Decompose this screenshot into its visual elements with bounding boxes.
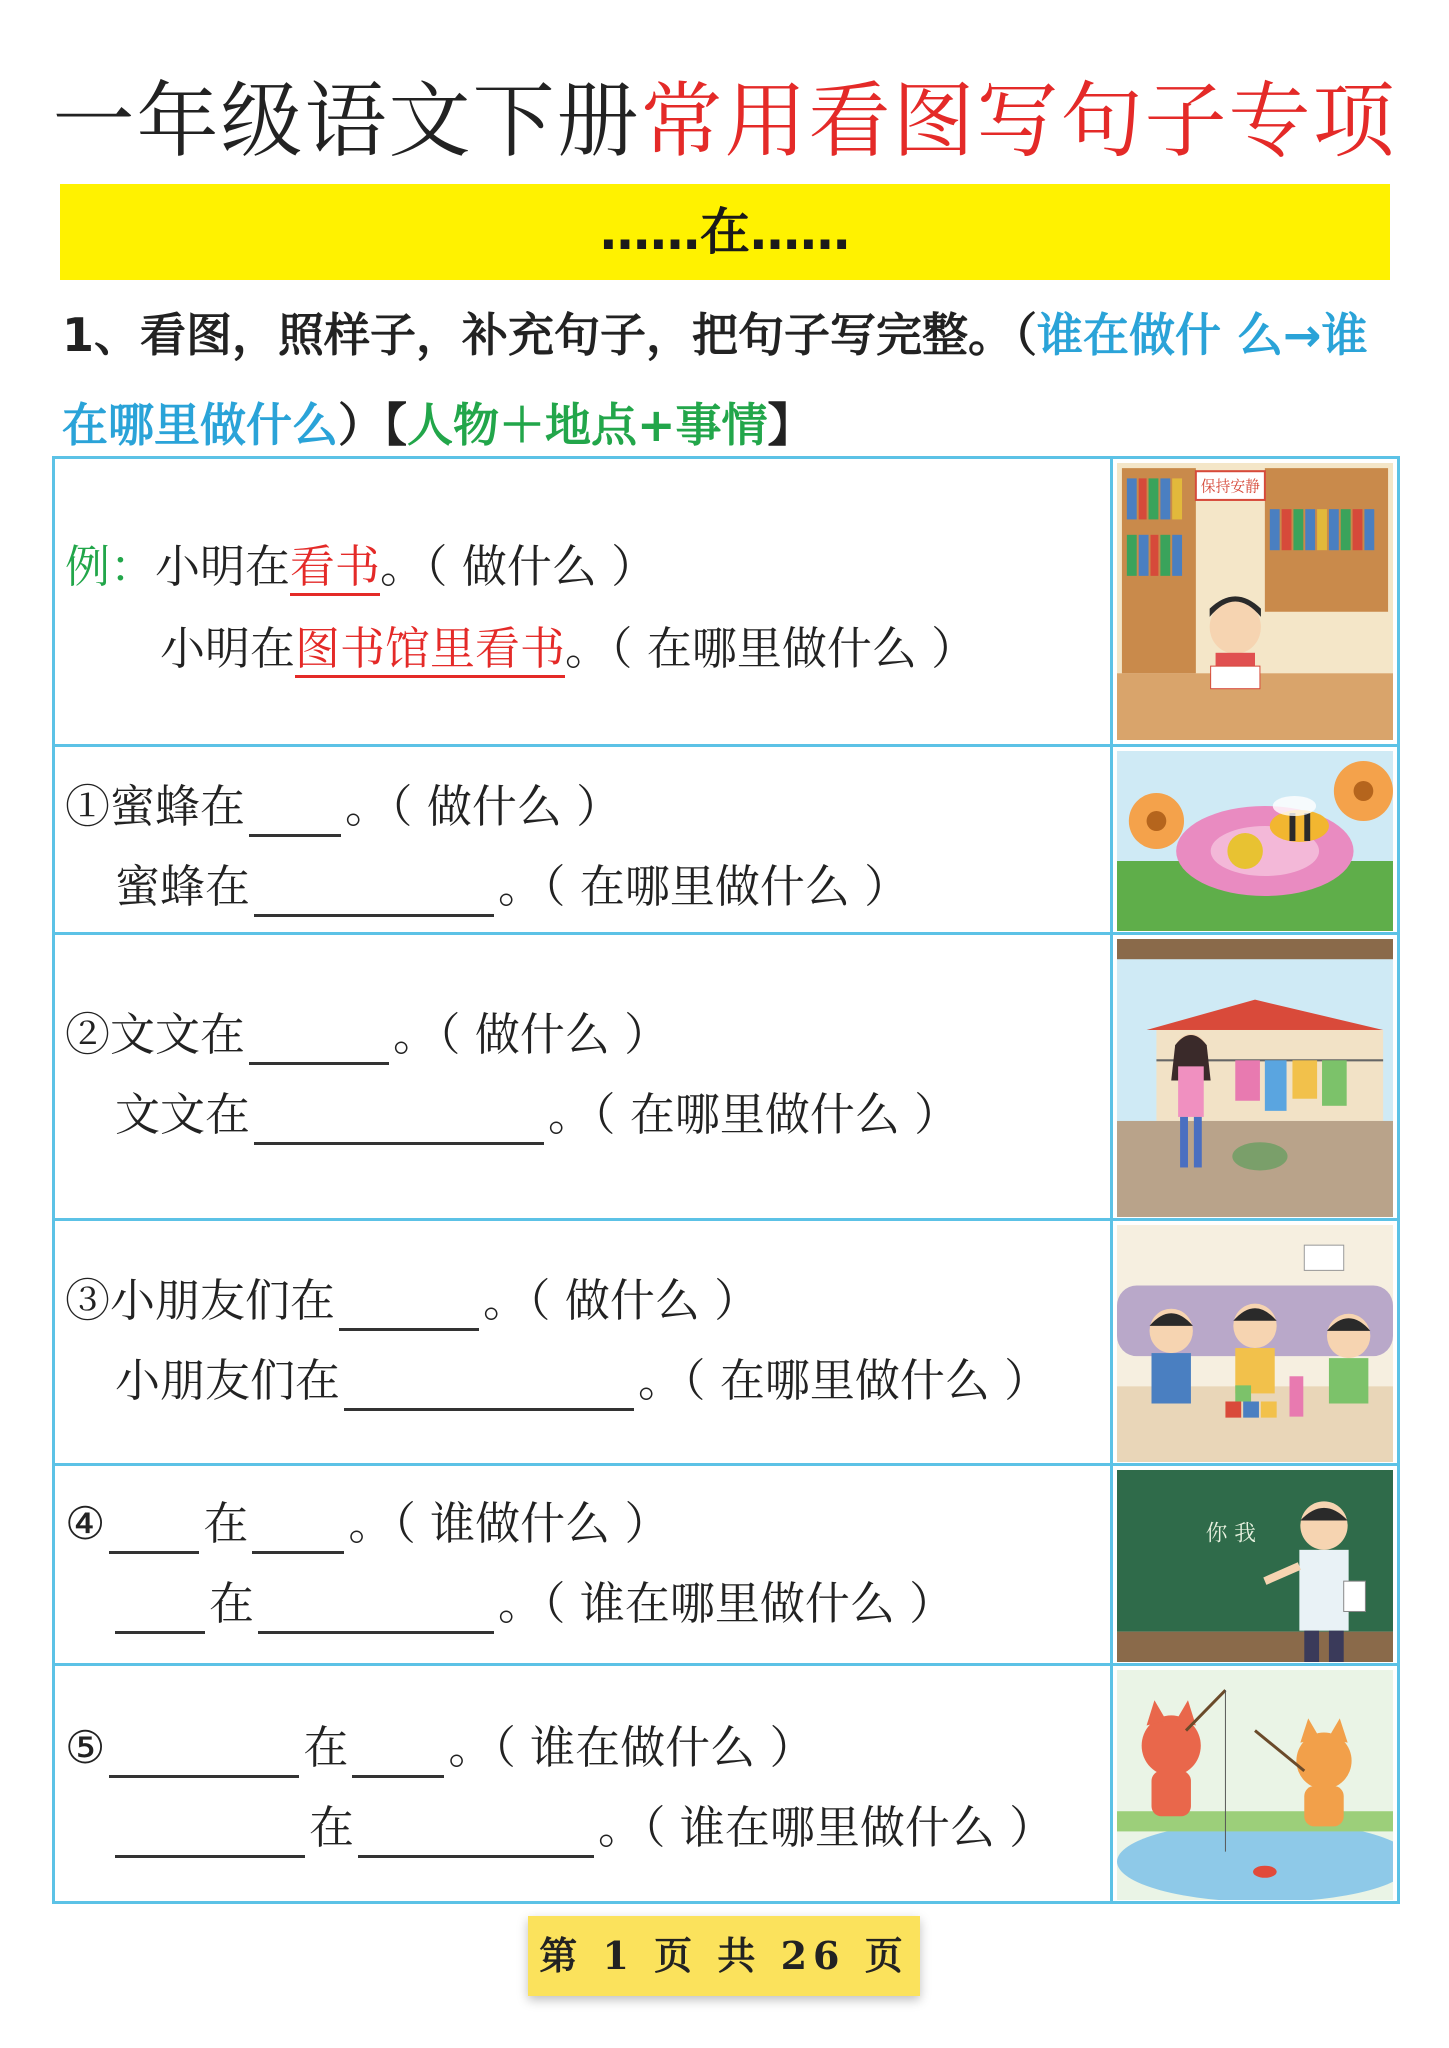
q3-l1-pre: ③小朋友们在 bbox=[65, 1274, 336, 1327]
q2-line-2 bbox=[115, 1085, 959, 1145]
answer-blank[interactable] bbox=[115, 1811, 305, 1858]
question-row-4 bbox=[55, 1463, 1397, 1666]
answer-blank[interactable] bbox=[358, 1811, 594, 1858]
q1-line-2 bbox=[115, 857, 909, 917]
example-label: 例： bbox=[65, 540, 156, 593]
q2-line-1 bbox=[65, 1005, 669, 1065]
q4-l2-post: 。（ 谁在哪里做什么 ） bbox=[498, 1577, 955, 1630]
q1-l1-pre: ①蜜蜂在 bbox=[65, 780, 246, 833]
example-l2-pre: 小明在 bbox=[160, 622, 296, 675]
example-l1-pre: 小明在 bbox=[155, 540, 291, 593]
title-red: 常用看图写句子专项 bbox=[640, 74, 1397, 169]
q4-l1-pre: ④ bbox=[65, 1497, 106, 1550]
q3-line-2 bbox=[115, 1351, 1049, 1411]
question-row-5 bbox=[55, 1663, 1397, 1904]
answer-blank[interactable] bbox=[115, 1587, 205, 1634]
q4-l2-mid: 在 bbox=[209, 1577, 255, 1630]
answer-blank[interactable] bbox=[109, 1731, 299, 1778]
answer-blank[interactable] bbox=[344, 1364, 634, 1411]
title-black: 一年级语文下册 bbox=[52, 74, 641, 169]
q5-l2-mid: 在 bbox=[309, 1801, 355, 1854]
cats-fishing-picture bbox=[1110, 1666, 1397, 1904]
q4-line-2 bbox=[111, 1574, 954, 1634]
example-line-1 bbox=[65, 537, 656, 597]
example-answer-2: 图书馆里看书 bbox=[295, 622, 565, 678]
answer-blank[interactable] bbox=[254, 870, 494, 917]
question-row-1 bbox=[55, 744, 1397, 935]
q4-l1-post: 。（ 谁做什么 ） bbox=[348, 1497, 670, 1550]
q1-l2-pre: 蜜蜂在 bbox=[115, 860, 251, 913]
q3-line-1 bbox=[65, 1271, 759, 1331]
example-answer-1: 看书 bbox=[290, 540, 380, 596]
teacher-picture bbox=[1110, 1466, 1397, 1666]
q5-l2-post: 。（ 谁在哪里做什么 ） bbox=[598, 1801, 1055, 1854]
answer-blank[interactable] bbox=[249, 790, 341, 837]
instruction bbox=[62, 290, 1392, 470]
example-row bbox=[55, 459, 1397, 744]
page-indicator: 第 1 页 共 26 页 bbox=[528, 1916, 920, 1996]
instruction-blue: 谁在做什 么→谁在哪里做什么 bbox=[62, 308, 1368, 452]
drying-clothes-picture bbox=[1110, 935, 1397, 1221]
q3-l1-post: 。（ 做什么 ） bbox=[483, 1274, 760, 1327]
q2-l1-pre: ②文文在 bbox=[65, 1008, 246, 1061]
q1-line-1 bbox=[65, 777, 621, 837]
answer-blank[interactable] bbox=[109, 1507, 199, 1554]
q2-l2-pre: 文文在 bbox=[115, 1088, 251, 1141]
answer-blank[interactable] bbox=[352, 1731, 444, 1778]
example-l1-post: 。（ 做什么 ） bbox=[380, 540, 657, 593]
q1-l1-post: 。（ 做什么 ） bbox=[345, 780, 622, 833]
q4-line-1 bbox=[65, 1494, 669, 1554]
section-banner: ……在…… bbox=[60, 184, 1390, 280]
q5-line-1 bbox=[65, 1718, 814, 1778]
q5-l1-post: 。（ 谁在做什么 ） bbox=[448, 1721, 815, 1774]
instruction-part2: ）【 bbox=[338, 398, 407, 452]
example-line-2 bbox=[160, 619, 976, 679]
question-row-2 bbox=[55, 932, 1397, 1221]
answer-blank[interactable] bbox=[258, 1587, 494, 1634]
answer-blank[interactable] bbox=[254, 1098, 544, 1145]
q5-line-2 bbox=[111, 1798, 1054, 1858]
q5-l1-pre: ⑤ bbox=[65, 1721, 106, 1774]
answer-blank[interactable] bbox=[339, 1284, 479, 1331]
exercise-table bbox=[52, 456, 1400, 1904]
kids-playing-picture bbox=[1110, 1221, 1397, 1466]
answer-blank[interactable] bbox=[249, 1018, 389, 1065]
answer-blank[interactable] bbox=[252, 1507, 344, 1554]
q3-l2-pre: 小朋友们在 bbox=[115, 1354, 341, 1407]
instruction-part3: 】 bbox=[767, 398, 814, 452]
question-row-3 bbox=[55, 1218, 1397, 1466]
bee-flower-picture bbox=[1110, 747, 1397, 935]
board-text: 你 我 bbox=[1205, 1521, 1256, 1547]
library-picture bbox=[1110, 459, 1397, 744]
q2-l2-post: 。（ 在哪里做什么 ） bbox=[548, 1088, 960, 1141]
library-sign-text: 保持安静 bbox=[1200, 477, 1260, 496]
q4-l1-mid: 在 bbox=[203, 1497, 249, 1550]
q1-l2-post: 。（ 在哪里做什么 ） bbox=[498, 860, 910, 913]
example-l2-post: 。（ 在哪里做什么 ） bbox=[565, 622, 977, 675]
instruction-part1: 1、看图，照样子，补充句子，把句子写完整。（ bbox=[62, 308, 1038, 362]
q3-l2-post: 。（ 在哪里做什么 ） bbox=[638, 1354, 1050, 1407]
q5-l1-mid: 在 bbox=[303, 1721, 349, 1774]
q2-l1-post: 。（ 做什么 ） bbox=[393, 1008, 670, 1061]
instruction-green: 人物＋地点+事情 bbox=[407, 398, 768, 452]
page-title bbox=[0, 72, 1449, 172]
